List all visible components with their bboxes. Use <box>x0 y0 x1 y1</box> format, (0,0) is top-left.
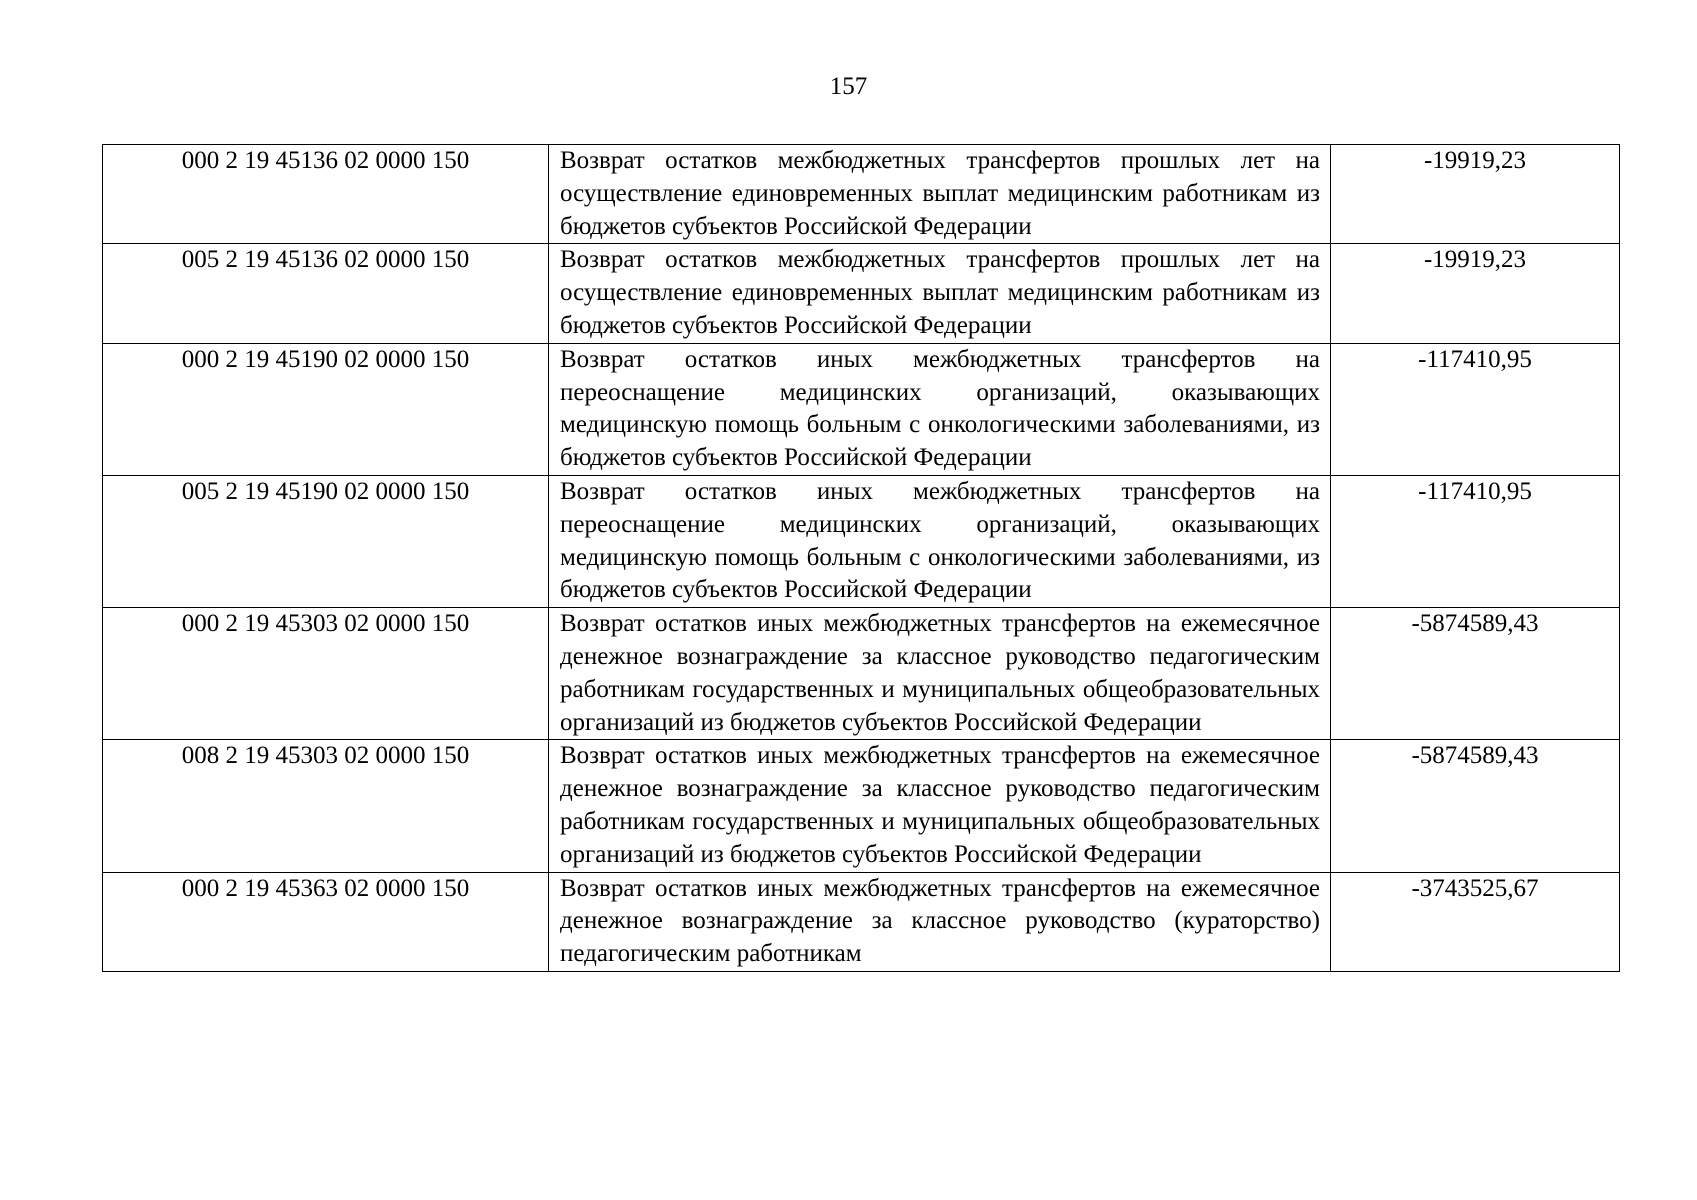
budget-code-cell: 005 2 19 45136 02 0000 150 <box>103 244 549 343</box>
description-cell: Возврат остатков межбюджетных трансфертов прошлых лет на осуществление единовременных выплат медицинским работникам из бюджетов субъектов Российской Федерации <box>549 244 1331 343</box>
budget-code-cell: 000 2 19 45190 02 0000 150 <box>103 343 549 475</box>
amount-cell: -19919,23 <box>1331 244 1620 343</box>
description-cell: Возврат остатков иных межбюджетных трансфертов на ежемесячное денежное вознаграждение за классное руководство (кураторство) педагогическим работникам <box>549 872 1331 971</box>
budget-code-cell: 000 2 19 45303 02 0000 150 <box>103 608 549 740</box>
table-row <box>103 343 1620 475</box>
budget-table <box>102 144 1620 972</box>
amount-cell: -117410,95 <box>1331 343 1620 475</box>
description-cell: Возврат остатков иных межбюджетных трансфертов на ежемесячное денежное вознаграждение за классное руководство педагогическим работникам государственных и муниципальных общеобразовательных организаций из бюджетов субъектов Российской Федерации <box>549 608 1331 740</box>
amount-cell: -3743525,67 <box>1331 872 1620 971</box>
table-row <box>103 475 1620 607</box>
table-row <box>103 608 1620 740</box>
amount-cell: -5874589,43 <box>1331 608 1620 740</box>
budget-code-cell: 008 2 19 45303 02 0000 150 <box>103 740 549 872</box>
table-row <box>103 872 1620 971</box>
description-cell: Возврат остатков иных межбюджетных трансфертов на ежемесячное денежное вознаграждение за классное руководство педагогическим работникам государственных и муниципальных общеобразовательных организаций из бюджетов субъектов Российской Федерации <box>549 740 1331 872</box>
amount-cell: -5874589,43 <box>1331 740 1620 872</box>
budget-table-body <box>103 145 1620 972</box>
amount-cell: -19919,23 <box>1331 145 1620 244</box>
budget-code-cell: 005 2 19 45190 02 0000 150 <box>103 475 549 607</box>
page-number: 157 <box>829 73 868 100</box>
table-row <box>103 740 1620 872</box>
amount-cell: -117410,95 <box>1331 475 1620 607</box>
description-cell: Возврат остатков иных межбюджетных трансфертов на переоснащение медицинских организаций, оказывающих медицинскую помощь больным с онкологическими заболеваниями, из бюджетов субъектов Российской Федерации <box>549 343 1331 475</box>
description-cell: Возврат остатков иных межбюджетных трансфертов на переоснащение медицинских организаций, оказывающих медицинскую помощь больным с онкологическими заболеваниями, из бюджетов субъектов Российской Федерации <box>549 475 1331 607</box>
table-row <box>103 244 1620 343</box>
description-cell: Возврат остатков межбюджетных трансфертов прошлых лет на осуществление единовременных выплат медицинским работникам из бюджетов субъектов Российской Федерации <box>549 145 1331 244</box>
table-row <box>103 145 1620 244</box>
budget-code-cell: 000 2 19 45136 02 0000 150 <box>103 145 549 244</box>
budget-code-cell: 000 2 19 45363 02 0000 150 <box>103 872 549 971</box>
